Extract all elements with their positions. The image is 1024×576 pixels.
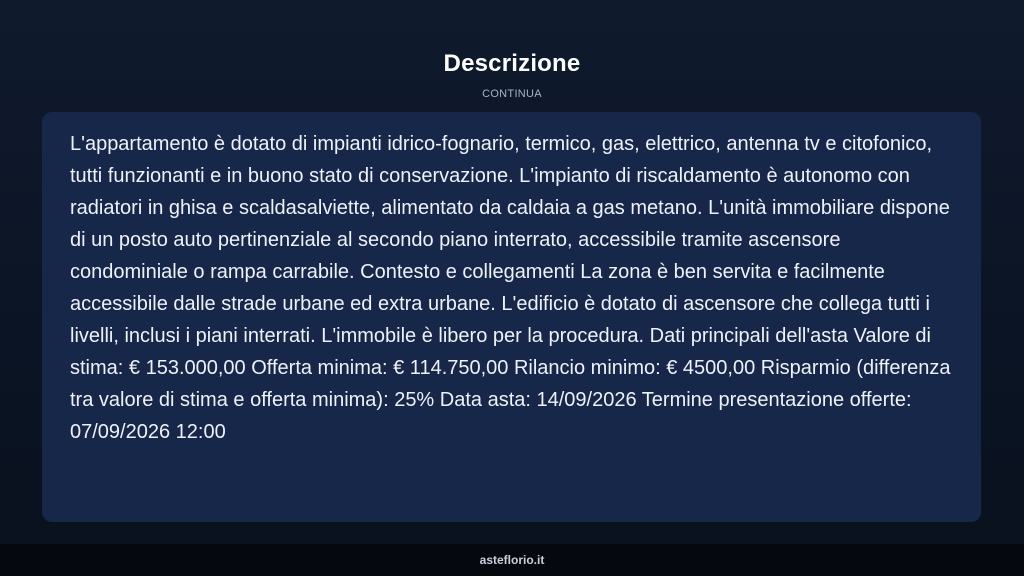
continue-label: CONTINUA bbox=[482, 88, 542, 100]
description-text: L'appartamento è dotato di impianti idrico-fognario, termico, gas, elettrico, antenna tv e citofonico, tutti funzionanti e in buono stato di conservazione. L'impianto di riscaldamento è autonomo con radiatori in ghisa e scaldasalviette, alimentato da caldaia a gas metano. L'unità immobiliare dispone di un posto auto pertinenziale al secondo piano interrato, accessibile tramite ascensore condominiale o rampa carrabile. Contesto e collegamenti La zona è ben servita e facilmente accessibile dalle strade urbane ed extra urbane. L'edificio è dotato di ascensore che collega tutti i livelli, inclusi i piani interrati. L'immobile è libero per la procedura. Dati principali dell'asta Valore di stima: € 153.000,00 Offerta minima: € 114.750,00 Rilancio minimo: € 4500,00 Risparmio (differenza tra valore di stima e offerta minima): 25% Data asta: 14/09/2026 Termine presentazione offerte: 07/09/2026 12:00 bbox=[70, 133, 951, 443]
page-title: Descrizione bbox=[443, 50, 581, 77]
footer-site-name: asteflorio.it bbox=[479, 553, 545, 567]
header bbox=[0, 48, 1024, 100]
description-card bbox=[42, 112, 981, 522]
footer bbox=[0, 544, 1024, 576]
